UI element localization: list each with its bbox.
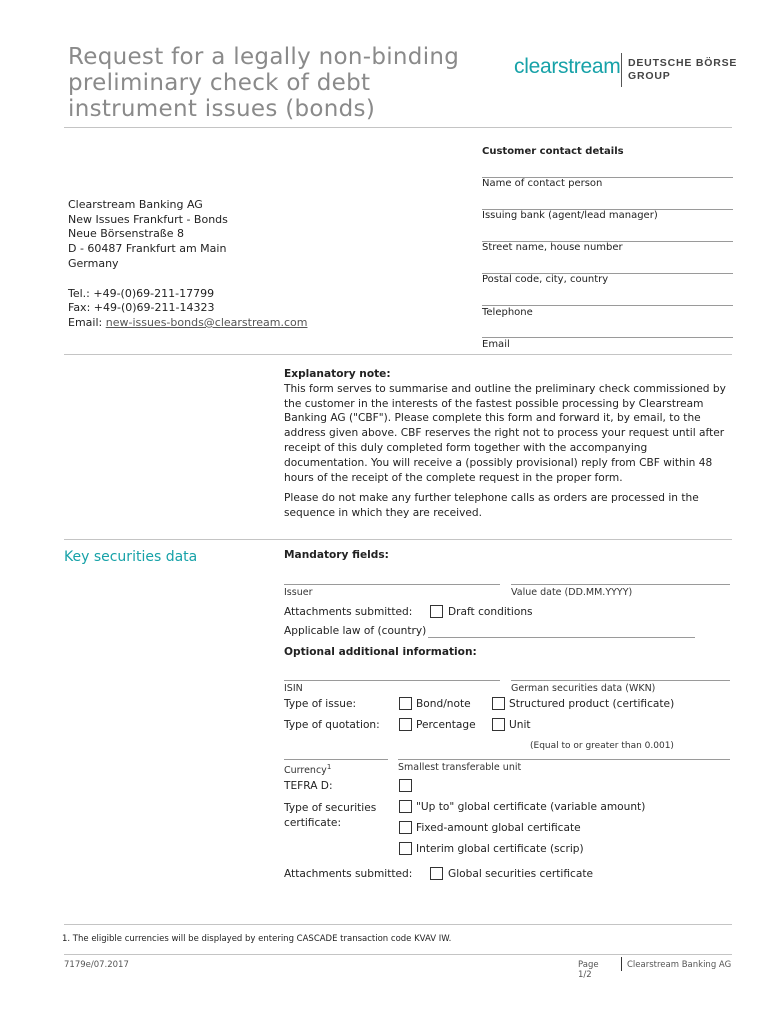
note-heading: Explanatory note:: [284, 368, 391, 380]
address-line: Germany: [68, 256, 119, 270]
tefra-label: TEFRA D:: [284, 780, 333, 792]
smallest-unit-label: Smallest transferable unit: [398, 762, 522, 773]
tefra-checkbox[interactable]: [399, 779, 412, 792]
note-para1: This form serves to summarise and outline the preliminary check commissioned by the customer in the interests of the fastest possible processing by Clearstream Banking AG ("CBF"). Please complete this form and forward it, by email, to the address given above. CBF reserves the right not to process your request until after receipt of this duly completed form together with the accompanying documentation. You will receive a (possibly provisional) reply from CBF within 48 hours of the receipt of the complete request in the proper form.: [284, 382, 726, 484]
section-title: Key securities data: [64, 549, 198, 565]
fixed-amount-label: Fixed-amount global certificate: [416, 822, 581, 834]
email-line: [68, 316, 307, 331]
unit-note: (Equal to or greater than 0.001): [530, 741, 674, 751]
currency-line[interactable]: [284, 759, 388, 760]
currency-text: Currency: [284, 765, 327, 777]
percentage-label: Percentage: [416, 719, 476, 731]
fax-line: Fax: +49-(0)69-211-14323: [68, 301, 215, 315]
currency-label: [284, 763, 331, 776]
address-line: Neue Börsenstraße 8: [68, 227, 184, 241]
currency-footnote-ref: 1: [326, 763, 332, 771]
logo-group-line1: DEUTSCHE BÖRSE: [628, 57, 738, 69]
address-line: New Issues Frankfurt - Bonds: [68, 212, 228, 226]
email-prefix: Email:: [68, 315, 106, 329]
address-rule: [64, 354, 732, 355]
note-para2: Please do not make any further telephone calls as orders are processed in the sequence in which they are received.: [284, 492, 699, 520]
fixed-amount-checkbox[interactable]: [399, 821, 412, 834]
footer-divider: [621, 957, 622, 971]
bond-note-checkbox[interactable]: [399, 697, 412, 710]
attachments-label-2: Attachments submitted:: [284, 868, 413, 880]
logo-group-line2: GROUP: [628, 70, 671, 82]
footer-company: Clearstream Banking AG: [627, 960, 732, 970]
footnote-rule: [64, 924, 732, 925]
issuer-label: Issuer: [284, 587, 313, 598]
address-line: D - 60487 Frankfurt am Main: [68, 242, 227, 256]
optional-heading: Optional additional information:: [284, 646, 477, 658]
value-date-line[interactable]: [511, 584, 730, 585]
bond-note-label: Bond/note: [416, 698, 471, 710]
address-line: Clearstream Banking AG: [68, 198, 203, 211]
draft-conditions-label: Draft conditions: [448, 606, 533, 618]
type-certificate-line1: Type of securities: [284, 802, 377, 814]
explanatory-note: [284, 367, 734, 521]
smallest-unit-line[interactable]: [398, 759, 730, 760]
attachments-label: Attachments submitted:: [284, 606, 413, 618]
interim-global-checkbox[interactable]: [399, 842, 412, 855]
footer-rule: [64, 954, 732, 955]
contact-line[interactable]: [482, 305, 733, 306]
type-quotation-label: Type of quotation:: [284, 719, 380, 731]
up-to-global-checkbox[interactable]: [399, 800, 412, 813]
value-date-label: Value date (DD.MM.YYYY): [511, 587, 633, 598]
wkn-line[interactable]: [511, 680, 730, 681]
footnote: 1. The eligible currencies will be displayed by entering CASCADE transaction code KVAV IW.: [62, 934, 452, 944]
street-label: Street name, house number: [482, 242, 623, 253]
isin-line[interactable]: [284, 680, 500, 681]
email-link[interactable]: new-issues-bonds@clearstream.com: [105, 315, 308, 329]
global-securities-checkbox[interactable]: [430, 867, 443, 880]
structured-product-label: Structured product (certificate): [509, 698, 675, 710]
deutsche-boerse-logo: [628, 57, 737, 83]
issuing-bank-label: Issuing bank (agent/lead manager): [482, 210, 658, 221]
clearstream-logo: clearstream: [514, 55, 621, 78]
page-number: Page 1/2: [578, 960, 599, 980]
applicable-law-line[interactable]: [428, 637, 695, 638]
header-rule: [64, 127, 732, 128]
postal-label: Postal code, city, country: [482, 274, 609, 285]
section-rule: [64, 539, 732, 540]
address-block: [68, 198, 307, 331]
global-securities-label: Global securities certificate: [448, 868, 593, 880]
mandatory-heading: Mandatory fields:: [284, 549, 389, 561]
up-to-global-label: "Up to" global certificate (variable amount): [416, 801, 646, 813]
percentage-checkbox[interactable]: [399, 718, 412, 731]
logo-divider: [621, 53, 622, 87]
type-issue-label: Type of issue:: [284, 698, 357, 710]
tel-line: Tel.: +49-(0)69-211-17799: [68, 286, 215, 300]
wkn-label: German securities data (WKN): [511, 683, 656, 694]
interim-global-label: Interim global certificate (scrip): [416, 843, 584, 855]
unit-label: Unit: [509, 719, 531, 731]
type-certificate-label: [284, 801, 376, 831]
telephone-label: Telephone: [482, 307, 533, 318]
structured-product-checkbox[interactable]: [492, 697, 505, 710]
contact-name-label: Name of contact person: [482, 178, 603, 189]
applicable-law-label: Applicable law of (country): [284, 625, 427, 637]
type-certificate-line2: certificate:: [284, 817, 342, 829]
email-label: Email: [482, 339, 510, 350]
unit-checkbox[interactable]: [492, 718, 505, 731]
issuer-line[interactable]: [284, 584, 500, 585]
form-code: 7179e/07.2017: [64, 960, 129, 970]
draft-conditions-checkbox[interactable]: [430, 605, 443, 618]
page-title: Request for a legally non-binding preliminary check of debt instrument issues (bonds): [68, 44, 460, 122]
contact-line[interactable]: [482, 337, 733, 338]
contact-heading: Customer contact details: [482, 146, 624, 157]
isin-label: ISIN: [284, 683, 303, 694]
